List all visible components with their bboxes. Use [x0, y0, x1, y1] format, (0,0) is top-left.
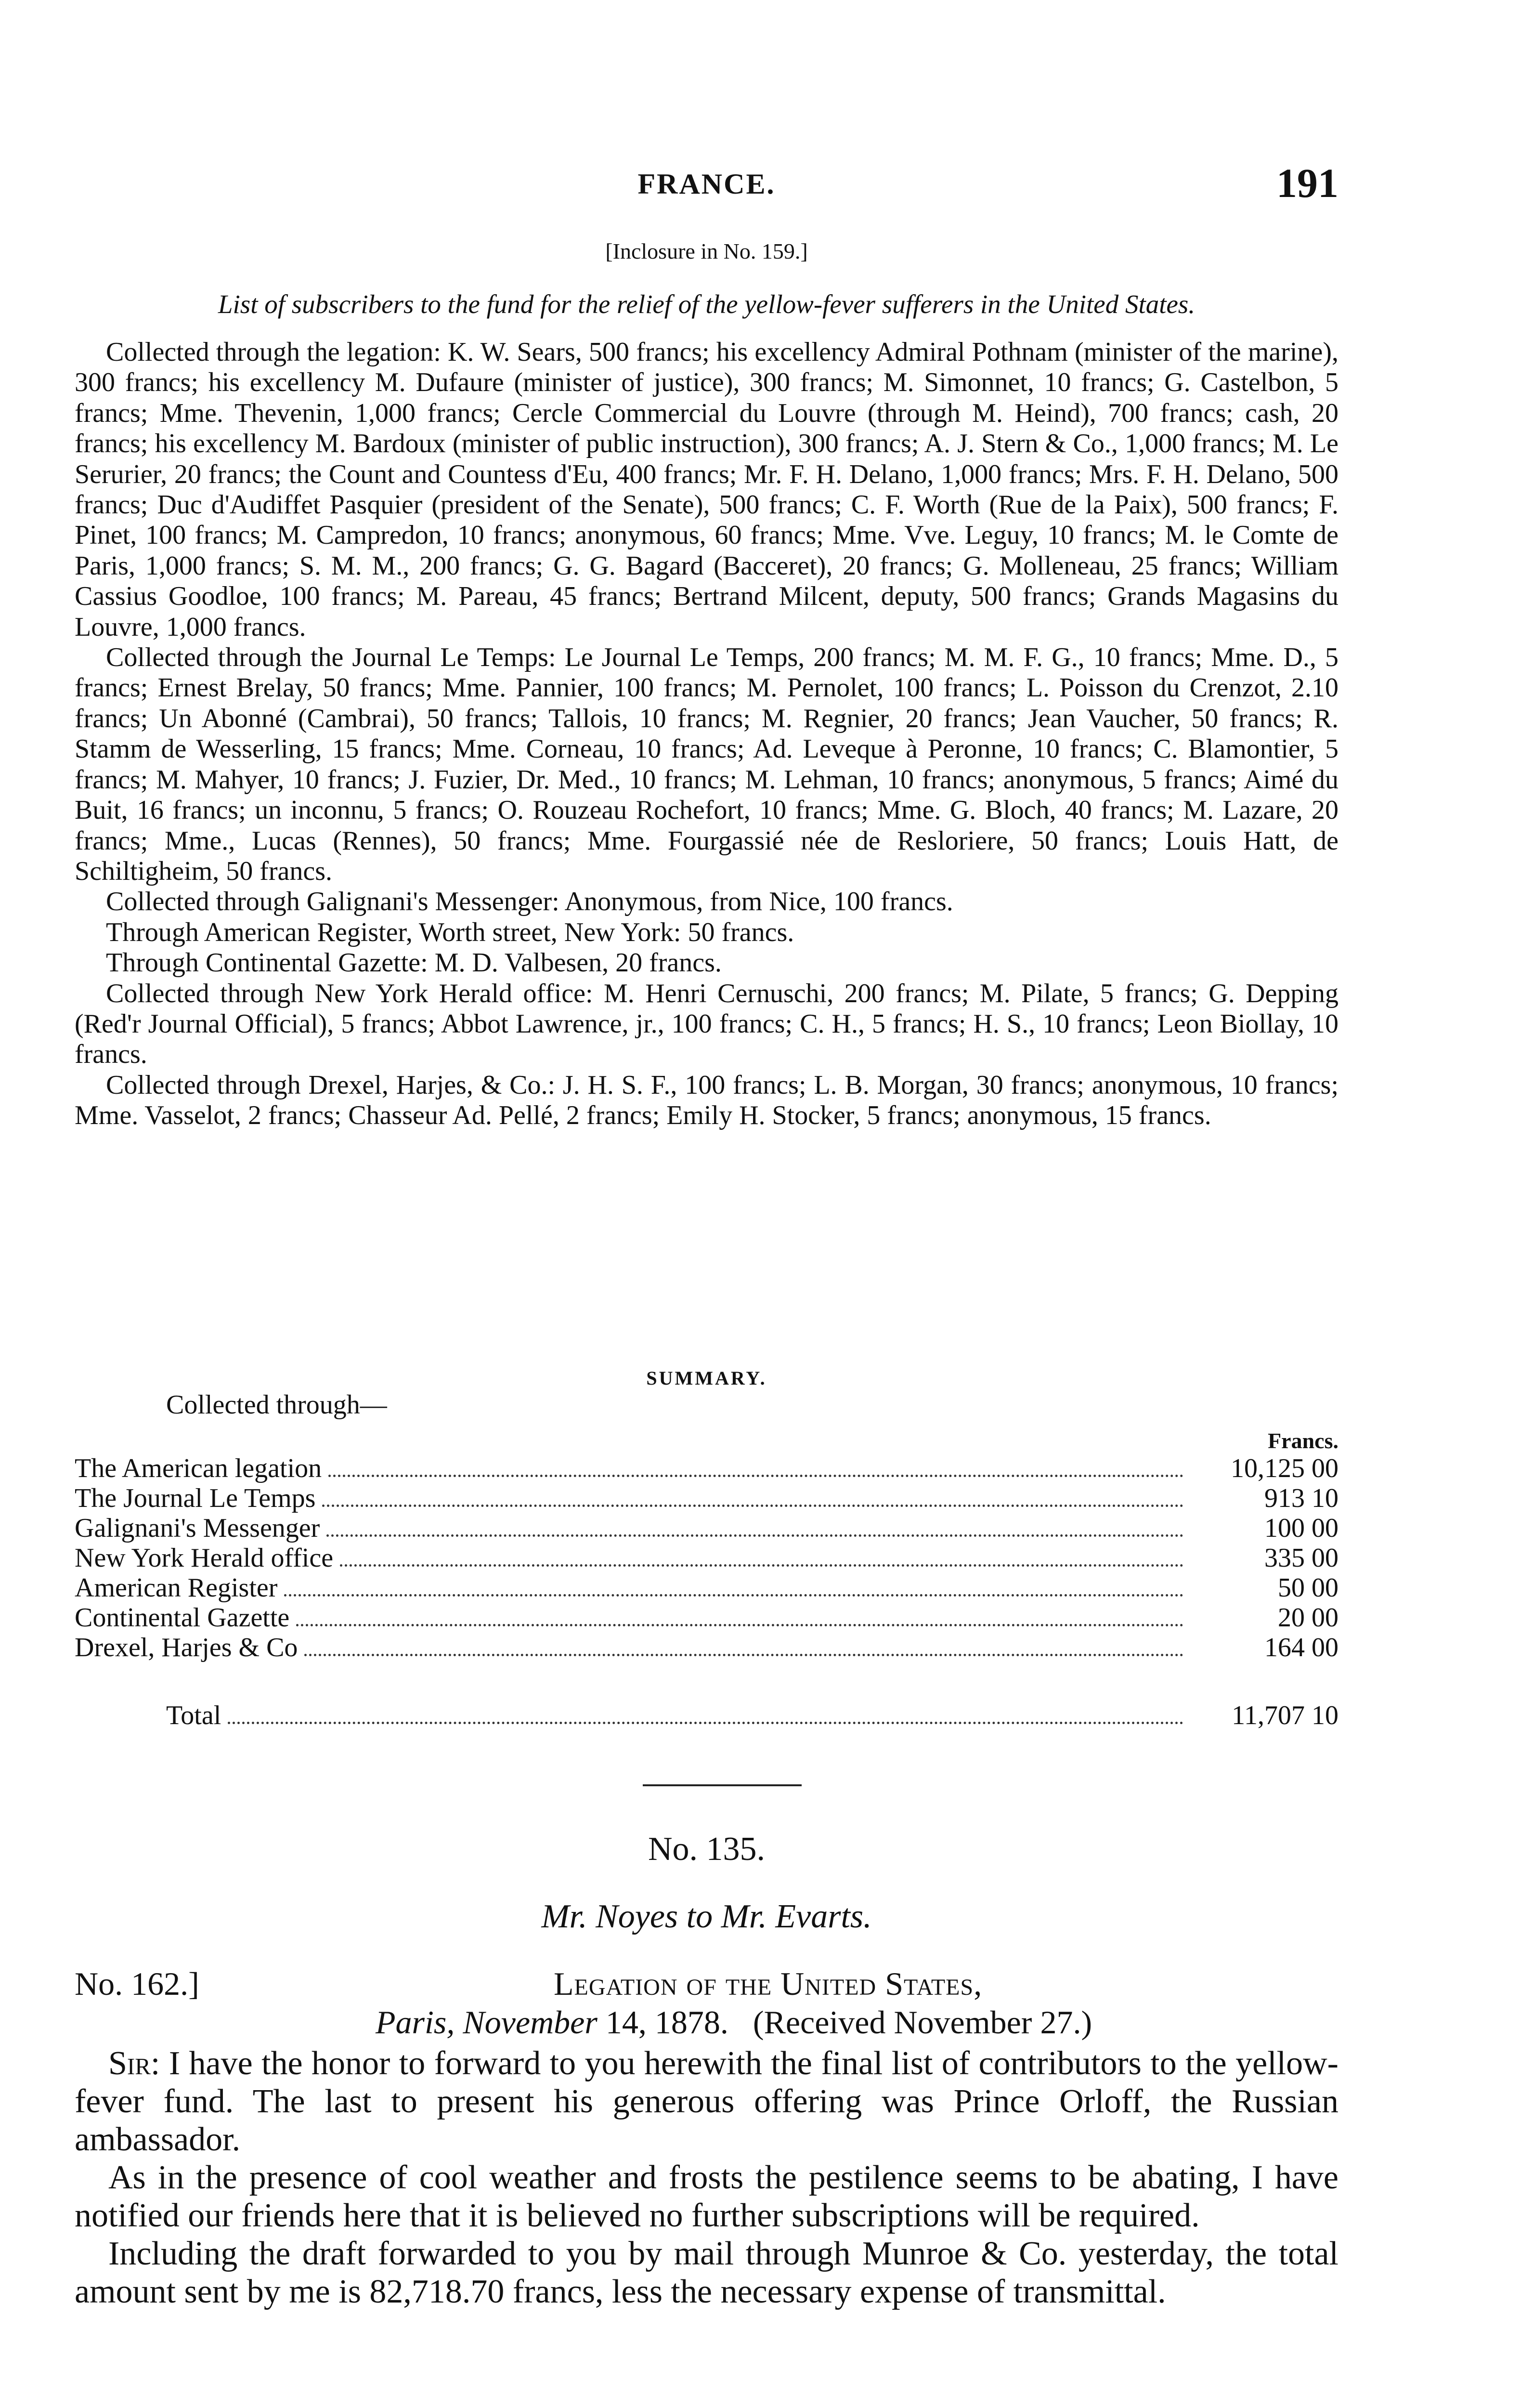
dateline	[376, 2003, 1092, 2042]
paragraph-continental-gazette: Through Continental Gazette: M. D. Valbesen, 20 francs.	[106, 948, 722, 978]
dot-leader	[284, 1594, 1183, 1597]
paragraph-le-temps: Collected through the Journal Le Temps: Le Journal Le Temps, 200 francs; M. M. F. G., 10 francs; Mme. D., 5 francs; Ernest Brelay, 50 francs; Mme. Pannier, 100 francs; M. Pernolet, 100 francs; L. Poisson du Crenzot, 2.10 francs; Un Abonné (Cambrai), 50 francs; Tallois, 10 francs; M. Regnier, 20 francs; Jean Vaucher, 50 francs; R. Stamm de Wesserling, 15 francs; Mme. Corneau, 10 francs; Ad. Leveque à Peronne, 10 francs; C. Blamontier, 5 francs; M. Mahyer, 10 francs; J. Fuzier, Dr. Med., 10 francs; M. Lehman, 10 francs; anonymous, 5 francs; Aimé du Buit, 16 francs; un inconnu, 5 francs; O. Rouzeau Rochefort, 10 francs; Mme. G. Bloch, 40 francs; M. Lazare, 20 francs; Mme., Lucas (Rennes), 50 francs; Mme. Fourgassié née de Resloriere, 50 francs; Louis Hatt, de Schiltigheim, 50 francs.	[75, 642, 1338, 886]
summary-row-label: New York Herald office	[75, 1543, 334, 1573]
received-note: (Received November 27.)	[753, 2004, 1092, 2041]
summary-row-label: The American legation	[75, 1453, 322, 1483]
document-number: No. 135.	[648, 1831, 766, 1868]
dateline-day: 14, 1878.	[597, 2004, 728, 2041]
summary-row	[75, 1483, 1338, 1513]
dispatch-reference: No. 162.]	[75, 1965, 199, 2002]
letter-paragraph: Including the draft forwarded to you by mail through Munroe & Co. yesterday, the total amount sent by me is 82,718.70 francs, less the necessary expense of transmittal.	[75, 2235, 1338, 2310]
summary-row-amount: 164 00	[1264, 1633, 1338, 1662]
summary-row-amount: 50 00	[1278, 1573, 1338, 1603]
summary-row	[75, 1513, 1338, 1543]
summary-table	[75, 1453, 1338, 1662]
running-head-title: FRANCE.	[637, 168, 776, 200]
summary-heading: SUMMARY.	[646, 1367, 767, 1389]
page-number: 191	[1276, 160, 1338, 206]
summary-row-label: Galignani's Messenger	[75, 1513, 320, 1543]
paragraph-galignani: Collected through Galignani's Messenger: Anonymous, from Nice, 100 francs.	[106, 887, 953, 917]
dot-leader	[304, 1653, 1183, 1656]
total-label: Total	[166, 1701, 221, 1730]
summary-total-row	[75, 1700, 1338, 1730]
paragraph-drexel: Collected through Drexel, Harjes, & Co.: J. H. S. F., 100 francs; L. B. Morgan, 30 francs; anonymous, 10 francs; Mme. Vasselot, 2 francs; Chasseur Ad. Pellé, 2 francs; Emily H. Stocker, 5 francs; anonymous, 15 francs.	[75, 1070, 1338, 1131]
summary-row	[75, 1543, 1338, 1573]
dot-leader	[228, 1721, 1183, 1724]
subscriber-list	[75, 337, 1338, 1131]
dot-leader	[328, 1474, 1183, 1477]
dot-leader	[296, 1623, 1183, 1626]
running-head	[75, 159, 1338, 212]
summary-row-label: American Register	[75, 1573, 278, 1603]
document-heading: Mr. Noyes to Mr. Evarts.	[541, 1898, 872, 1935]
dot-leader	[326, 1534, 1183, 1537]
list-title: List of subscribers to the fund for the relief of the yellow-fever sufferers in the United States.	[218, 289, 1195, 319]
summary-row-amount: 100 00	[1264, 1513, 1338, 1543]
paragraph-legation: Collected through the legation: K. W. Sears, 500 francs; his excellency Admiral Pothnam (minister of the marine), 300 francs; his excellency M. Dufaure (minister of justice), 300 francs; M. Simonnet, 10 francs; G. Castelbon, 5 francs; Mme. Thevenin, 1,000 francs; Cercle Commercial du Louvre (through M. Heind), 700 francs; cash, 20 francs; his excellency M. Bardoux (minister of public instruction), 300 francs; A. J. Stern & Co., 1,000 francs; M. Le Serurier, 20 francs; the Count and Countess d'Eu, 400 francs; Mr. F. H. Delano, 1,000 francs; Mrs. F. H. Delano, 500 francs; Duc d'Audiffet Pasquier (president of the Senate), 500 francs; C. F. Worth (Rue de la Paix), 500 francs; F. Pinet, 100 francs; M. Campredon, 10 francs; anonymous, 60 francs; Mme. Vve. Leguy, 10 francs; M. le Comte de Paris, 1,000 francs; S. M. M., 200 francs; G. G. Bagard (Bacceret), 20 francs; G. Molleneau, 25 francs; William Cassius Goodloe, 100 francs; M. Pareau, 45 francs; Bertrand Milcent, deputy, 500 francs; Grands Magasins du Louvre, 1,000 francs.	[75, 337, 1338, 642]
salutation: Sir:	[108, 2045, 160, 2082]
summary-row-amount: 10,125 00	[1231, 1453, 1338, 1483]
dot-leader	[322, 1504, 1183, 1507]
dot-leader	[340, 1564, 1183, 1567]
summary-row-amount: 20 00	[1278, 1603, 1338, 1633]
letter-paragraph: As in the presence of cool weather and frosts the pestilence seems to be abating, I have notified our friends here that it is believed no further subscriptions will be required.	[75, 2159, 1338, 2234]
dateline-place: Paris, November	[376, 2004, 598, 2041]
paragraph-ny-herald: Collected through New York Herald office: M. Henri Cernuschi, 200 francs; M. Pilate, 5 francs; G. Depping (Red'r Journal Official), 5 francs; Abbot Lawrence, jr., 100 francs; C. H., 5 francs; H. S., 10 francs; Leon Biollay, 10 francs.	[75, 978, 1338, 1070]
inclosure-note: [Inclosure in No. 159.]	[605, 239, 808, 263]
summary-row-label: Continental Gazette	[75, 1603, 290, 1633]
summary-row	[75, 1573, 1338, 1603]
letter-body	[75, 2044, 1338, 2311]
summary-row-amount: 335 00	[1264, 1543, 1338, 1573]
total-amount: 11,707 10	[1232, 1701, 1338, 1730]
summary-row-amount: 913 10	[1264, 1483, 1338, 1513]
summary-row	[75, 1453, 1338, 1483]
letter-paragraph-text: I have the honor to forward to you herewith the final list of contributors to the yellow-fever fund. The last to present his generous offering was Prince Orloff, the Russian ambassador.	[75, 2045, 1338, 2158]
letter-paragraph	[75, 2044, 1338, 2159]
summary-row	[75, 1603, 1338, 1633]
francs-column-header: Francs.	[1268, 1428, 1338, 1453]
summary-row	[75, 1633, 1338, 1662]
summary-row-label: Drexel, Harjes & Co	[75, 1633, 298, 1662]
section-divider	[643, 1784, 802, 1786]
legation-header: Legation of the United States,	[554, 1965, 983, 2002]
paragraph-american-register: Through American Register, Worth street, New York: 50 francs.	[106, 917, 794, 947]
collected-through-label: Collected through—	[166, 1390, 387, 1420]
summary-row-label: The Journal Le Temps	[75, 1483, 316, 1513]
